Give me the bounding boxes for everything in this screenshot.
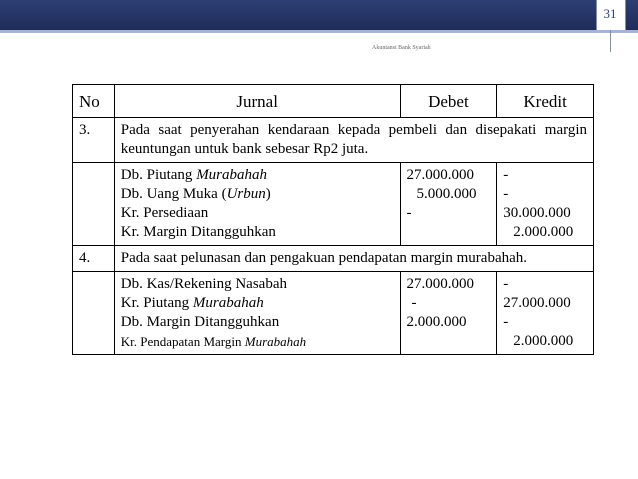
debet-value <box>407 223 491 242</box>
kredit-value: - <box>503 276 509 292</box>
kredit-value: 30.000.000 <box>503 205 571 221</box>
row-number-empty <box>73 163 115 246</box>
debet-amounts <box>400 163 497 246</box>
debet-value: - <box>411 295 417 311</box>
debet-value: 2.000.000 <box>406 314 467 330</box>
header-jurnal: Jurnal <box>114 85 400 118</box>
debet-amounts <box>400 272 497 355</box>
entry-account: Kr. Persediaan <box>120 205 209 221</box>
page-number-divider <box>610 30 611 52</box>
row-description: Pada saat pelunasan dan pengakuan pendapatan margin murabahah. <box>114 246 593 272</box>
header-accent-line <box>0 30 638 33</box>
slide-header-bar <box>0 0 638 30</box>
row-number-empty <box>73 272 115 355</box>
kredit-value: 2.000.000 <box>513 333 574 349</box>
kredit-value: - <box>503 314 509 330</box>
table-row <box>73 272 594 355</box>
journal-entries <box>114 163 400 246</box>
slide-subtitle: Akuntansi Bank Syariah <box>372 45 431 51</box>
header-no: No <box>73 85 115 118</box>
row-number: 3. <box>73 118 115 163</box>
kredit-amounts <box>497 272 594 355</box>
entry-account: Kr. Pendapatan Margin Murabahah <box>120 334 307 349</box>
debet-value: - <box>406 205 412 221</box>
journal-entries <box>114 272 400 355</box>
table-row <box>73 163 594 246</box>
table-row <box>73 246 594 272</box>
debet-value <box>407 332 491 351</box>
kredit-value: - <box>503 186 509 202</box>
table-header-row <box>73 85 594 118</box>
table-row <box>73 118 594 163</box>
header-kredit: Kredit <box>497 85 594 118</box>
header-debet: Debet <box>400 85 497 118</box>
entry-account: Db. Kas/Rekening Nasabah <box>120 276 287 292</box>
row-description: Pada saat penyerahan kendaraan kepada pembeli dan disepakati margin keuntungan untuk bank sebesar Rp2 juta. <box>114 118 593 163</box>
kredit-value: 2.000.000 <box>513 224 574 240</box>
entry-account: Kr. Margin Ditangguhkan <box>120 224 276 240</box>
row-number: 4. <box>73 246 115 272</box>
entry-account: Kr. Piutang Murabahah <box>120 295 264 311</box>
entry-account: Db. Uang Muka (Urbun) <box>120 186 271 202</box>
kredit-value: - <box>503 167 509 183</box>
debet-value: 5.000.000 <box>416 186 477 202</box>
debet-value: 27.000.000 <box>406 167 475 183</box>
kredit-value: 27.000.000 <box>503 295 571 311</box>
entry-account: Db. Piutang Murabahah <box>120 167 268 183</box>
journal-table <box>72 84 594 355</box>
page-number: 31 <box>603 6 617 21</box>
debet-value: 27.000.000 <box>406 276 475 292</box>
kredit-amounts <box>497 163 594 246</box>
entry-account: Db. Margin Ditangguhkan <box>120 314 280 330</box>
